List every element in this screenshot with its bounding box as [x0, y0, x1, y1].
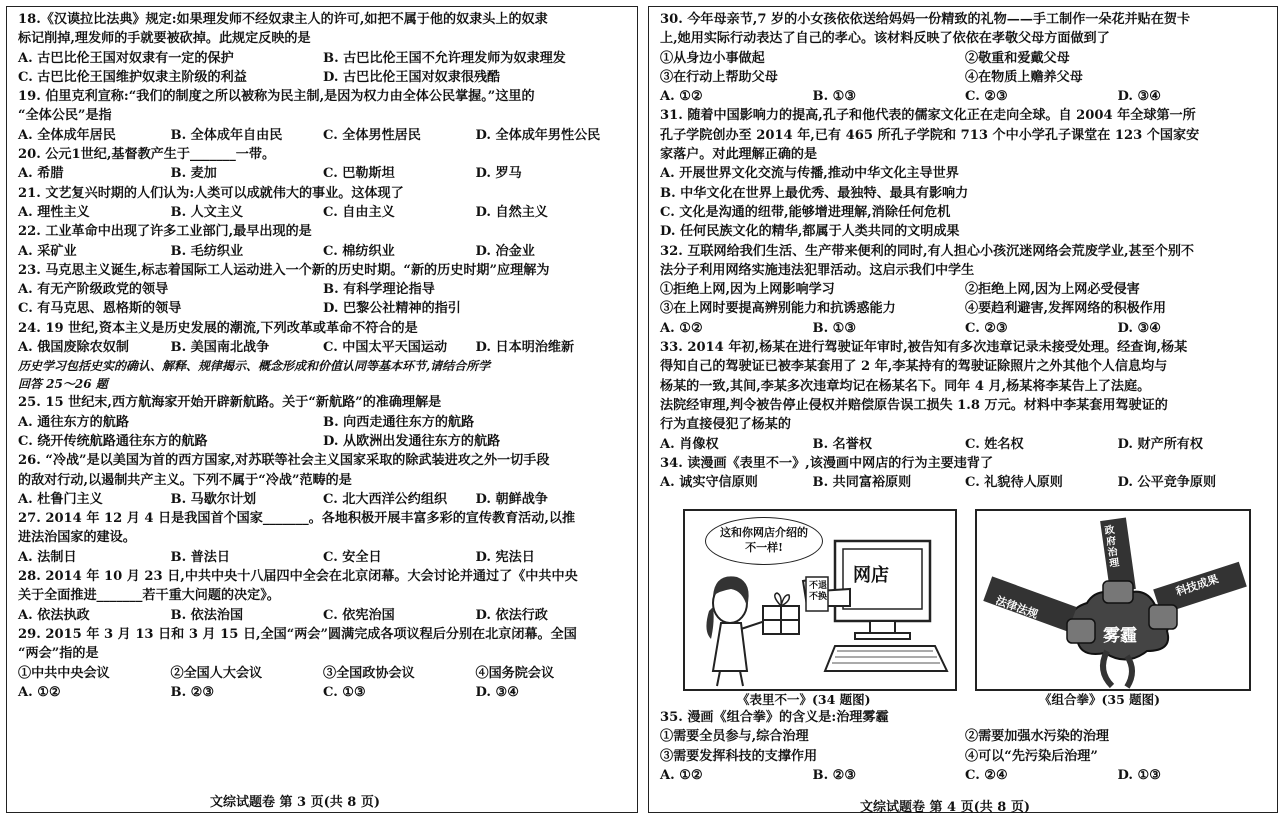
statements [660, 280, 1270, 299]
sign-text: 不换 [809, 592, 828, 602]
laws-regulations-label: 法律法规 [993, 593, 1040, 622]
option-a: A. 肖像权 [660, 436, 719, 452]
option-a: A. 理性主义 [18, 204, 90, 220]
question-stem: 21. 文艺复兴时期的人们认为:人类可以成就伟大的事业。这体现了 [18, 185, 404, 201]
option-d: D. 自然主义 [475, 204, 548, 220]
statements [18, 664, 628, 683]
shop-label: 网店 [853, 565, 889, 586]
statement-1: ①拒绝上网,因为上网影响学习 [660, 282, 835, 298]
option-c: C. 有马克思、恩格斯的领导 [18, 301, 182, 317]
page-3-column [18, 10, 628, 702]
statement-4: ④要趋利避害,发挥网络的积极作用 [965, 301, 1166, 317]
question-30 [660, 10, 1270, 106]
statement-1: ①中共中央会议 [18, 665, 110, 681]
option-b: B. ①③ [812, 89, 857, 105]
cartoon-combination-punch [975, 509, 1251, 691]
options [18, 432, 628, 451]
option-a: A. 采矿业 [18, 243, 77, 259]
statements [660, 727, 1270, 746]
question-stem: 20. 公元1世纪,基督教产生于_______一带。 [18, 147, 276, 163]
statement-3: ③全国政协会议 [323, 665, 415, 681]
option-c: C. 巴勒斯坦 [323, 166, 395, 182]
sign-text: 不退 [809, 581, 828, 591]
statement-3: ③需要发挥科技的支撑作用 [660, 748, 818, 764]
option-d: D. 巴黎公社精神的指引 [323, 301, 461, 317]
option-a: A. 依法执政 [18, 607, 90, 623]
options [660, 766, 1270, 785]
option-b: B. 美国南北战争 [170, 340, 270, 356]
question-32 [660, 242, 1270, 338]
question-stem: 家落户。对此理解正确的是 [660, 147, 818, 163]
question-stem: 26. “冷战”是以美国为首的西方国家,对苏联等社会主义国家采取的除武装进攻之外一切手段 [18, 453, 550, 469]
option-c: C. 全体男性居民 [323, 127, 421, 143]
statement-3: ③在行动上帮助父母 [660, 69, 778, 85]
question-stem: 得知自己的驾驶证已被李某套用了 2 年,李某持有的驾驶证除照片之外其他个人信息均与 [660, 359, 1168, 375]
statements [660, 68, 1270, 87]
option-a: A. 俄国废除农奴制 [18, 340, 129, 356]
option-d: D. ③④ [475, 684, 519, 700]
question-19 [18, 87, 628, 145]
option-a: A. ①② [660, 320, 703, 336]
question-stem: 27. 2014 年 12 月 4 日是我国首个国家_______。各地积极开展丰富多彩的宣传教育活动,以推 [18, 511, 576, 527]
options [18, 126, 628, 145]
question-21 [18, 184, 628, 223]
option-c: C. ①③ [323, 684, 366, 700]
option-a: A. 诚实守信原则 [660, 475, 758, 491]
question-stem: 30. 今年母亲节,7 岁的小女孩依依送给妈妈一份精致的礼物——手工制作一朵花并贴在贺卡 [660, 12, 1191, 27]
page-4-column-bottom [660, 708, 1270, 785]
question-26 [18, 451, 628, 509]
page-footer-left: 文综试题卷 第 3 页(共 8 页) [210, 795, 381, 810]
option-d: D. 古巴比伦王国对奴隶很残酷 [323, 69, 501, 85]
question-stem: 22. 工业革命中出现了许多工业部门,最早出现的是 [18, 224, 312, 240]
speech-text: 不一样! [745, 541, 783, 554]
statement-4: ④国务院会议 [475, 665, 555, 681]
option-c: C. 自由主义 [323, 204, 395, 220]
option-a: A. ①② [18, 684, 61, 700]
option-b: B. 人文主义 [170, 204, 244, 220]
option-d: D. 全体成年男性公民 [475, 127, 601, 143]
question-stem: 18.《汉谟拉比法典》规定:如果理发师不经奴隶主人的许可,如把不属于他的奴隶头上的奴隶 [18, 12, 548, 27]
option-b: B. 马歇尔计划 [170, 491, 257, 507]
option-b: B. 共同富裕原则 [812, 475, 912, 491]
option-d: D. 冶金业 [475, 243, 535, 259]
question-29 [18, 625, 628, 702]
option-c: C. 文化是沟通的纽带,能够增进理解,消除任何危机 [660, 204, 951, 220]
question-stem: 24. 19 世纪,资本主义是历史发展的潮流,下列改革或革命不符合的是 [18, 320, 418, 336]
question-stem: 32. 互联网给我们生活、生产带来便利的同时,有人担心小孩沉迷网络会荒废学业,甚至个别不 [660, 243, 1195, 259]
option-b: B. 普法日 [170, 549, 230, 565]
tech-achievements-label: 科技成果 [1174, 572, 1221, 599]
question-stem: 的敌对行动,以遏制共产主义。下列不属于“冷战”范畴的是 [18, 472, 352, 488]
option-a: A. 有无产阶级政党的领导 [18, 282, 169, 298]
options [18, 299, 628, 318]
option-d: D. 依法行政 [475, 607, 548, 623]
statement-1: ①从身边小事做起 [660, 50, 765, 66]
question-35 [660, 708, 1270, 785]
question-27 [18, 509, 628, 567]
question-stem: 法分子利用网络实施违法犯罪活动。这启示我们中学生 [660, 262, 975, 278]
cartoon-caption-35: 《组合拳》(35 题图) [1039, 692, 1161, 707]
question-stem: 28. 2014 年 10 月 23 日,中共中央十八届四中全会在北京闭幕。大会讨论并通过了《中共中央 [18, 569, 578, 585]
option-c: C. 棉纺织业 [323, 243, 395, 259]
cartoon-area [683, 509, 1263, 709]
question-20 [18, 145, 628, 184]
question-stem: 34. 读漫画《表里不一》,该漫画中网店的行为主要违背了 [660, 455, 994, 471]
option-c: C. 绕开传统航路通往东方的航路 [18, 433, 208, 449]
option-b: B. ①③ [812, 320, 857, 336]
speech-bubble [705, 517, 823, 565]
option-b: B. 毛纺织业 [170, 243, 244, 259]
option-d: D. 公平竞争原则 [1117, 475, 1217, 491]
option-c: C. 依宪治国 [323, 607, 395, 623]
option-b: B. 麦加 [170, 166, 217, 182]
no-return-sign [809, 581, 827, 603]
options [18, 164, 628, 183]
speech-text: 这和你网店介绍的 [720, 526, 808, 539]
smog-label: 雾霾 [1103, 626, 1137, 646]
options [18, 203, 628, 222]
option-d: D. 宪法日 [475, 549, 535, 565]
statement-4: ④在物质上赡养父母 [965, 69, 1083, 85]
question-34 [660, 454, 1270, 493]
option-b: B. 中华文化在世界上最优秀、最独特、最具有影响力 [660, 185, 969, 201]
question-stem: 杨某的一致,其间,李某多次违章均记在杨某名下。同年 4 月,杨某将李某告上了法庭。 [660, 378, 1151, 394]
statement-2: ②全国人大会议 [170, 665, 263, 681]
question-stem: 法院经审理,判令被告停止侵权并赔偿原告误工损失 1.8 万元。材料中李某套用驾驶证的 [660, 397, 1168, 413]
statements [660, 747, 1270, 766]
question-stem: 29. 2015 年 3 月 13 日和 3 月 15 日,全国“两会”圆满完成各项议程后分别在北京闭幕。全国 [18, 626, 577, 642]
statement-4: ④可以“先污染后治理” [965, 748, 1098, 764]
option-a: A. ①② [660, 767, 703, 783]
options [660, 435, 1270, 454]
option-d: D. 财产所有权 [1117, 436, 1203, 452]
option-d: D. 日本明治维新 [475, 340, 575, 356]
question-stem: 25. 15 世纪末,西方航海家开始开辟新航路。关于“新航路”的准确理解是 [18, 395, 442, 411]
options [18, 606, 628, 625]
statement-3: ③在上网时要提高辨别能力和抗诱惑能力 [660, 301, 896, 317]
question-stem: “全体公民”是指 [18, 108, 112, 124]
option-b: B. 向西走通往东方的航路 [323, 414, 475, 430]
option-d: D. 罗马 [475, 166, 522, 182]
option-d: D. ③④ [1117, 320, 1161, 336]
question-stem: 关于全面推进_______若干重大问题的决定》。 [18, 588, 280, 604]
options [18, 338, 628, 357]
options [18, 68, 628, 87]
question-stem: 33. 2014 年初,杨某在进行驾驶证年审时,被告知有多次违章记录未接受处理。经查询,杨某 [660, 340, 1188, 356]
option-a: A. 开展世界文化交流与传播,推动中华文化主导世界 [660, 166, 959, 182]
options [660, 473, 1270, 492]
question-stem: 上,她用实际行动表达了自己的孝心。该材料反映了依依在孝敬父母方面做到了 [660, 31, 1110, 47]
question-33 [660, 338, 1270, 454]
cartoon-caption-34: 《表里不一》(34 题图) [737, 692, 871, 707]
page-footer-right: 文综试题卷 第 4 页(共 8 页) [860, 800, 1031, 815]
option-b: B. 依法治国 [170, 607, 244, 623]
option-c: C. 姓名权 [965, 436, 1024, 452]
statement-2: ②敬重和爱戴父母 [965, 50, 1070, 66]
options [18, 683, 628, 702]
option-d: D. 朝鲜战争 [475, 491, 548, 507]
option-c: C. 中国太平天国运动 [323, 340, 448, 356]
option-a: A. 通往东方的航路 [18, 414, 129, 430]
option-c: C. ②③ [965, 89, 1008, 105]
question-stem: 进法治国家的建设。 [18, 530, 136, 546]
question-stem: 35. 漫画《组合拳》的含义是:治理雾霾 [660, 710, 889, 725]
options [18, 280, 628, 299]
option-d: D. 从欧洲出发通往东方的航路 [323, 433, 501, 449]
options [660, 319, 1270, 338]
options [18, 49, 628, 68]
option-a: A. ①② [660, 89, 703, 105]
question-25 [18, 393, 628, 451]
options [18, 242, 628, 261]
option-c: C. 礼貌待人原则 [965, 475, 1063, 491]
option-b: B. 古巴比伦王国不允许理发师为奴隶理发 [323, 50, 566, 66]
option-d: D. 任何民族文化的精华,都属于人类共同的文明成果 [660, 224, 960, 240]
option-a: A. 全体成年居民 [18, 127, 116, 143]
question-28 [18, 567, 628, 625]
question-24 [18, 319, 628, 358]
option-a: A. 古巴比伦王国对奴隶有一定的保护 [18, 50, 234, 66]
section-instruction: 历史学习包括史实的确认、解释、规律揭示、概念形成和价值认同等基本环节,请结合所学 [18, 359, 491, 374]
question-23 [18, 261, 628, 319]
statement-2: ②拒绝上网,因为上网必受侵害 [965, 282, 1140, 298]
question-22 [18, 222, 628, 261]
government-governance-label: 政府治理 [1104, 524, 1121, 570]
statements [660, 299, 1270, 318]
option-c: C. 安全日 [323, 549, 382, 565]
options [660, 87, 1270, 106]
option-a: A. 杜鲁门主义 [18, 491, 103, 507]
section-instruction: 回答 25～26 题 [18, 377, 108, 392]
cartoon-inconsistent [683, 509, 957, 691]
option-d: D. ③④ [1117, 89, 1161, 105]
statement-2: ②需要加强水污染的治理 [965, 729, 1110, 745]
option-d: D. ①③ [1117, 767, 1161, 783]
question-stem: 31. 随着中国影响力的提高,孔子和他代表的儒家文化正在走向全球。自 2004 年全球第一所 [660, 108, 1196, 124]
options [18, 490, 628, 509]
page-4-column [660, 10, 1270, 492]
question-31 [660, 106, 1270, 241]
option-a: A. 法制日 [18, 549, 77, 565]
options [18, 413, 628, 432]
option-c: C. ②④ [965, 767, 1008, 783]
question-stem: 19. 伯里克利宣称:“我们的制度之所以被称为民主制,是因为权力由全体公民掌握。”这里的 [18, 89, 535, 105]
options [18, 548, 628, 567]
question-stem: 行为直接侵犯了杨某的 [660, 417, 791, 433]
option-b: B. 全体成年自由民 [170, 127, 283, 143]
option-b: B. 名誉权 [812, 436, 872, 452]
option-a: A. 希腊 [18, 166, 64, 182]
option-c: C. 古巴比伦王国维护奴隶主阶级的利益 [18, 69, 247, 85]
option-c: C. 北大西洋公约组织 [323, 491, 448, 507]
statement-1: ①需要全员参与,综合治理 [660, 729, 809, 745]
statements [660, 49, 1270, 68]
question-stem: 23. 马克思主义诞生,标志着国际工人运动进入一个新的历史时期。“新的历史时期”应理解为 [18, 262, 550, 278]
option-b: B. 有科学理论指导 [323, 282, 435, 298]
question-18 [18, 10, 628, 87]
question-stem: 孔子学院创办至 2014 年,已有 465 所孔子学院和 713 个中小学孔子课堂在 123 个国家安 [660, 127, 1200, 143]
option-b: B. ②③ [812, 767, 857, 783]
option-c: C. ②③ [965, 320, 1008, 336]
question-stem: 标记削掉,理发师的手就要被砍掉。此规定反映的是 [18, 31, 311, 47]
option-b: B. ②③ [170, 684, 215, 700]
question-stem: “两会”指的是 [18, 646, 99, 662]
